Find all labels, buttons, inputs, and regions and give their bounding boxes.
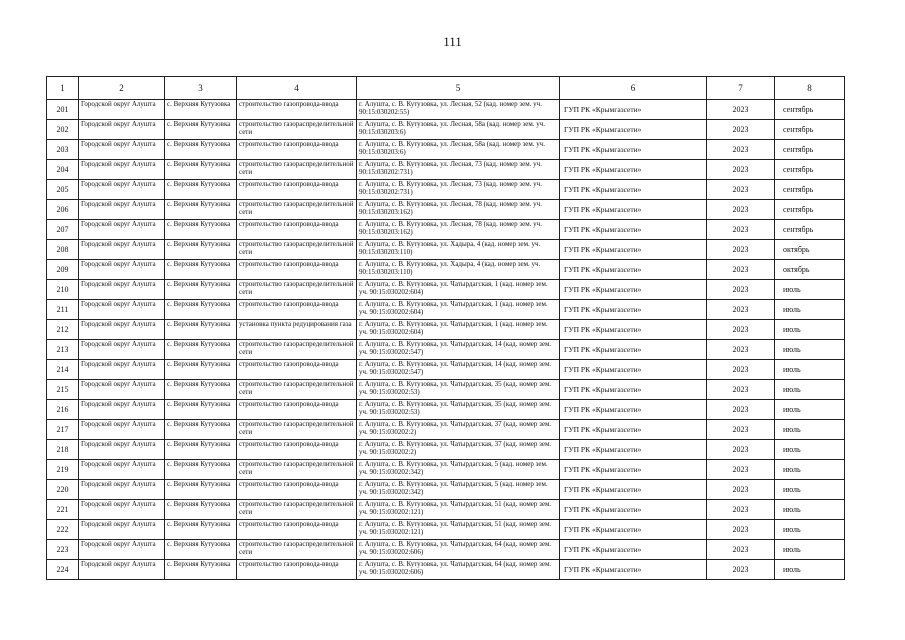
work-type-cell: строительство газораспределительной сети (237, 380, 357, 400)
gas-works-table (46, 76, 845, 580)
month-cell: июль (775, 400, 845, 420)
address-cell: г. Алушта, с. В. Кутузовка, ул. Хадыра, 4 (кад. номер зем. уч. 90:15:030203:110) (357, 240, 560, 260)
work-type-cell: строительство газораспределительной сети (237, 120, 357, 140)
district-cell: Городской округ Алушта (79, 500, 165, 520)
village-cell: с. Верхняя Кутузовка (165, 460, 237, 480)
row-number-cell: 211 (47, 300, 79, 320)
district-cell: Городской округ Алушта (79, 240, 165, 260)
work-type-cell: установка пункта редуцирования газа (237, 320, 357, 340)
month-cell: июль (775, 360, 845, 380)
row-number-cell: 201 (47, 100, 79, 120)
table-row (47, 420, 845, 440)
address-cell: г. Алушта, с. В. Кутузовка, ул. Лесная, 58а (кад. номер зем. уч. 90:15:030203:6) (357, 140, 560, 160)
district-cell: Городской округ Алушта (79, 340, 165, 360)
row-number-cell: 212 (47, 320, 79, 340)
table-row (47, 560, 845, 580)
row-number-cell: 223 (47, 540, 79, 560)
district-cell: Городской округ Алушта (79, 140, 165, 160)
year-cell: 2023 (707, 300, 775, 320)
village-cell: с. Верхняя Кутузовка (165, 280, 237, 300)
month-cell: октябрь (775, 240, 845, 260)
district-cell: Городской округ Алушта (79, 560, 165, 580)
village-cell: с. Верхняя Кутузовка (165, 200, 237, 220)
address-cell: г. Алушта, с. В. Кутузовка, ул. Чатырдагская, 51 (кад. номер зем. уч. 90:15:030202:121) (357, 500, 560, 520)
row-number-cell: 210 (47, 280, 79, 300)
table-row (47, 280, 845, 300)
table-row (47, 160, 845, 180)
village-cell: с. Верхняя Кутузовка (165, 480, 237, 500)
month-cell: июль (775, 320, 845, 340)
year-cell: 2023 (707, 320, 775, 340)
table-row (47, 520, 845, 540)
row-number-cell: 224 (47, 560, 79, 580)
district-cell: Городской округ Алушта (79, 460, 165, 480)
month-cell: июль (775, 440, 845, 460)
organization-cell: ГУП РК «Крымгазсети» (560, 460, 707, 480)
address-cell: г. Алушта, с. В. Кутузовка, ул. Чатырдагская, 14 (кад. номер зем. уч. 90:15:030202:547) (357, 340, 560, 360)
district-cell: Городской округ Алушта (79, 540, 165, 560)
table-row (47, 180, 845, 200)
year-cell: 2023 (707, 340, 775, 360)
row-number-cell: 215 (47, 380, 79, 400)
table-row (47, 260, 845, 280)
address-cell: г. Алушта, с. В. Кутузовка, ул. Чатырдагская, 37 (кад. номер зем. уч. 90:15:030202:2) (357, 420, 560, 440)
year-cell: 2023 (707, 420, 775, 440)
district-cell: Городской округ Алушта (79, 420, 165, 440)
village-cell: с. Верхняя Кутузовка (165, 220, 237, 240)
village-cell: с. Верхняя Кутузовка (165, 180, 237, 200)
year-cell: 2023 (707, 480, 775, 500)
organization-cell: ГУП РК «Крымгазсети» (560, 140, 707, 160)
organization-cell: ГУП РК «Крымгазсети» (560, 540, 707, 560)
work-type-cell: строительство газопровода-ввода (237, 480, 357, 500)
work-type-cell: строительство газопровода-ввода (237, 400, 357, 420)
row-number-cell: 205 (47, 180, 79, 200)
table-row (47, 140, 845, 160)
row-number-cell: 202 (47, 120, 79, 140)
work-type-cell: строительство газопровода-ввода (237, 440, 357, 460)
work-type-cell: строительство газораспределительной сети (237, 460, 357, 480)
work-type-cell: строительство газораспределительной сети (237, 340, 357, 360)
organization-cell: ГУП РК «Крымгазсети» (560, 400, 707, 420)
address-cell: г. Алушта, с. В. Кутузовка, ул. Лесная, 58а (кад. номер зем. уч. 90:15:030203:6) (357, 120, 560, 140)
address-cell: г. Алушта, с. В. Кутузовка, ул. Чатырдагская, 35 (кад. номер зем. уч. 90:15:030202:53) (357, 400, 560, 420)
village-cell: с. Верхняя Кутузовка (165, 360, 237, 380)
month-cell: сентябрь (775, 180, 845, 200)
table-row (47, 400, 845, 420)
year-cell: 2023 (707, 260, 775, 280)
month-cell: сентябрь (775, 220, 845, 240)
work-type-cell: строительство газопровода-ввода (237, 140, 357, 160)
table-row (47, 100, 845, 120)
village-cell: с. Верхняя Кутузовка (165, 320, 237, 340)
year-cell: 2023 (707, 500, 775, 520)
row-number-cell: 207 (47, 220, 79, 240)
village-cell: с. Верхняя Кутузовка (165, 160, 237, 180)
table-row (47, 500, 845, 520)
organization-cell: ГУП РК «Крымгазсети» (560, 100, 707, 120)
work-type-cell: строительство газораспределительной сети (237, 540, 357, 560)
address-cell: г. Алушта, с. В. Кутузовка, ул. Чатырдагская, 64 (кад. номер зем. уч. 90:15:030202:606) (357, 560, 560, 580)
address-cell: г. Алушта, с. В. Кутузовка, ул. Чатырдагская, 35 (кад. номер зем. уч. 90:15:030202:53) (357, 380, 560, 400)
table-row (47, 220, 845, 240)
year-cell: 2023 (707, 280, 775, 300)
column-header: 1 (47, 77, 79, 100)
column-header: 4 (237, 77, 357, 100)
address-cell: г. Алушта, с. В. Кутузовка, ул. Лесная, 78 (кад. номер зем. уч. 90:15:030203:162) (357, 200, 560, 220)
work-type-cell: строительство газораспределительной сети (237, 280, 357, 300)
village-cell: с. Верхняя Кутузовка (165, 540, 237, 560)
work-type-cell: строительство газораспределительной сети (237, 200, 357, 220)
organization-cell: ГУП РК «Крымгазсети» (560, 380, 707, 400)
address-cell: г. Алушта, с. В. Кутузовка, ул. Хадыра, 4 (кад. номер зем. уч. 90:15:030203:110) (357, 260, 560, 280)
month-cell: июль (775, 540, 845, 560)
year-cell: 2023 (707, 380, 775, 400)
column-header: 8 (775, 77, 845, 100)
table-row (47, 480, 845, 500)
table-row (47, 540, 845, 560)
village-cell: с. Верхняя Кутузовка (165, 140, 237, 160)
year-cell: 2023 (707, 540, 775, 560)
address-cell: г. Алушта, с. В. Кутузовка, ул. Чатырдагская, 5 (кад. номер зем. уч. 90:15:030202:342) (357, 480, 560, 500)
address-cell: г. Алушта, с. В. Кутузовка, ул. Чатырдагская, 1 (кад. номер зем. уч. 90:15:030202:604) (357, 320, 560, 340)
organization-cell: ГУП РК «Крымгазсети» (560, 180, 707, 200)
address-cell: г. Алушта, с. В. Кутузовка, ул. Чатырдагская, 1 (кад. номер зем. уч. 90:15:030202:604) (357, 280, 560, 300)
column-header: 3 (165, 77, 237, 100)
village-cell: с. Верхняя Кутузовка (165, 560, 237, 580)
address-cell: г. Алушта, с. В. Кутузовка, ул. Чатырдагская, 1 (кад. номер зем. уч. 90:15:030202:604) (357, 300, 560, 320)
address-cell: г. Алушта, с. В. Кутузовка, ул. Чатырдагская, 51 (кад. номер зем. уч. 90:15:030202:121) (357, 520, 560, 540)
table-row (47, 440, 845, 460)
row-number-cell: 214 (47, 360, 79, 380)
work-type-cell: строительство газопровода-ввода (237, 260, 357, 280)
work-type-cell: строительство газопровода-ввода (237, 520, 357, 540)
year-cell: 2023 (707, 560, 775, 580)
village-cell: с. Верхняя Кутузовка (165, 440, 237, 460)
month-cell: июль (775, 500, 845, 520)
year-cell: 2023 (707, 520, 775, 540)
district-cell: Городской округ Алушта (79, 160, 165, 180)
organization-cell: ГУП РК «Крымгазсети» (560, 160, 707, 180)
organization-cell: ГУП РК «Крымгазсети» (560, 120, 707, 140)
work-type-cell: строительство газораспределительной сети (237, 420, 357, 440)
year-cell: 2023 (707, 160, 775, 180)
work-type-cell: строительство газопровода-ввода (237, 300, 357, 320)
month-cell: сентябрь (775, 100, 845, 120)
district-cell: Городской округ Алушта (79, 100, 165, 120)
column-header: 5 (357, 77, 560, 100)
organization-cell: ГУП РК «Крымгазсети» (560, 340, 707, 360)
work-type-cell: строительство газораспределительной сети (237, 500, 357, 520)
year-cell: 2023 (707, 120, 775, 140)
month-cell: сентябрь (775, 120, 845, 140)
village-cell: с. Верхняя Кутузовка (165, 240, 237, 260)
page-number: 111 (443, 34, 462, 49)
work-type-cell: строительство газопровода-ввода (237, 100, 357, 120)
organization-cell: ГУП РК «Крымгазсети» (560, 200, 707, 220)
organization-cell: ГУП РК «Крымгазсети» (560, 300, 707, 320)
village-cell: с. Верхняя Кутузовка (165, 500, 237, 520)
district-cell: Городской округ Алушта (79, 520, 165, 540)
organization-cell: ГУП РК «Крымгазсети» (560, 440, 707, 460)
organization-cell: ГУП РК «Крымгазсети» (560, 220, 707, 240)
month-cell: июль (775, 380, 845, 400)
work-type-cell: строительство газопровода-ввода (237, 220, 357, 240)
row-number-cell: 209 (47, 260, 79, 280)
year-cell: 2023 (707, 400, 775, 420)
table-row (47, 360, 845, 380)
month-cell: июль (775, 480, 845, 500)
organization-cell: ГУП РК «Крымгазсети» (560, 420, 707, 440)
month-cell: июль (775, 560, 845, 580)
row-number-cell: 208 (47, 240, 79, 260)
year-cell: 2023 (707, 180, 775, 200)
village-cell: с. Верхняя Кутузовка (165, 260, 237, 280)
month-cell: сентябрь (775, 200, 845, 220)
table-row (47, 120, 845, 140)
month-cell: июль (775, 520, 845, 540)
district-cell: Городской округ Алушта (79, 200, 165, 220)
month-cell: июль (775, 280, 845, 300)
district-cell: Городской округ Алушта (79, 320, 165, 340)
table-row (47, 320, 845, 340)
column-header: 7 (707, 77, 775, 100)
row-number-cell: 218 (47, 440, 79, 460)
year-cell: 2023 (707, 440, 775, 460)
district-cell: Городской округ Алушта (79, 300, 165, 320)
district-cell: Городской округ Алушта (79, 380, 165, 400)
row-number-cell: 213 (47, 340, 79, 360)
village-cell: с. Верхняя Кутузовка (165, 100, 237, 120)
organization-cell: ГУП РК «Крымгазсети» (560, 360, 707, 380)
year-cell: 2023 (707, 140, 775, 160)
organization-cell: ГУП РК «Крымгазсети» (560, 500, 707, 520)
table-row (47, 240, 845, 260)
work-type-cell: строительство газораспределительной сети (237, 240, 357, 260)
table-row (47, 200, 845, 220)
organization-cell: ГУП РК «Крымгазсети» (560, 240, 707, 260)
column-header: 2 (79, 77, 165, 100)
address-cell: г. Алушта, с. В. Кутузовка, ул. Лесная, 73 (кад. номер зем. уч. 90:15:030202:731) (357, 160, 560, 180)
year-cell: 2023 (707, 360, 775, 380)
address-cell: г. Алушта, с. В. Кутузовка, ул. Чатырдагская, 14 (кад. номер зем. уч. 90:15:030202:547) (357, 360, 560, 380)
address-cell: г. Алушта, с. В. Кутузовка, ул. Лесная, 73 (кад. номер зем. уч. 90:15:030202:731) (357, 180, 560, 200)
village-cell: с. Верхняя Кутузовка (165, 380, 237, 400)
village-cell: с. Верхняя Кутузовка (165, 300, 237, 320)
village-cell: с. Верхняя Кутузовка (165, 520, 237, 540)
work-type-cell: строительство газопровода-ввода (237, 360, 357, 380)
organization-cell: ГУП РК «Крымгазсети» (560, 260, 707, 280)
row-number-cell: 217 (47, 420, 79, 440)
address-cell: г. Алушта, с. В. Кутузовка, ул. Чатырдагская, 37 (кад. номер зем. уч. 90:15:030202:2) (357, 440, 560, 460)
table-row (47, 340, 845, 360)
year-cell: 2023 (707, 220, 775, 240)
village-cell: с. Верхняя Кутузовка (165, 420, 237, 440)
village-cell: с. Верхняя Кутузовка (165, 400, 237, 420)
address-cell: г. Алушта, с. В. Кутузовка, ул. Лесная, 78 (кад. номер зем. уч. 90:15:030203:162) (357, 220, 560, 240)
month-cell: октябрь (775, 260, 845, 280)
district-cell: Городской округ Алушта (79, 400, 165, 420)
month-cell: июль (775, 460, 845, 480)
year-cell: 2023 (707, 200, 775, 220)
row-number-cell: 221 (47, 500, 79, 520)
address-cell: г. Алушта, с. В. Кутузовка, ул. Лесная, 52 (кад. номер зем. уч. 90:15:030202:55) (357, 100, 560, 120)
district-cell: Городской округ Алушта (79, 260, 165, 280)
village-cell: с. Верхняя Кутузовка (165, 340, 237, 360)
row-number-cell: 204 (47, 160, 79, 180)
district-cell: Городской округ Алушта (79, 280, 165, 300)
month-cell: июль (775, 340, 845, 360)
table-row (47, 300, 845, 320)
work-type-cell: строительство газопровода-ввода (237, 560, 357, 580)
month-cell: сентябрь (775, 140, 845, 160)
year-cell: 2023 (707, 240, 775, 260)
address-cell: г. Алушта, с. В. Кутузовка, ул. Чатырдагская, 64 (кад. номер зем. уч. 90:15:030202:606) (357, 540, 560, 560)
district-cell: Городской округ Алушта (79, 180, 165, 200)
year-cell: 2023 (707, 100, 775, 120)
month-cell: июль (775, 420, 845, 440)
organization-cell: ГУП РК «Крымгазсети» (560, 520, 707, 540)
organization-cell: ГУП РК «Крымгазсети» (560, 320, 707, 340)
village-cell: с. Верхняя Кутузовка (165, 120, 237, 140)
district-cell: Городской округ Алушта (79, 480, 165, 500)
row-number-cell: 222 (47, 520, 79, 540)
organization-cell: ГУП РК «Крымгазсети» (560, 280, 707, 300)
row-number-cell: 219 (47, 460, 79, 480)
organization-cell: ГУП РК «Крымгазсети» (560, 560, 707, 580)
row-number-cell: 216 (47, 400, 79, 420)
table-row (47, 460, 845, 480)
row-number-cell: 206 (47, 200, 79, 220)
header-row (47, 77, 845, 100)
district-cell: Городской округ Алушта (79, 120, 165, 140)
row-number-cell: 220 (47, 480, 79, 500)
table-row (47, 380, 845, 400)
month-cell: сентябрь (775, 160, 845, 180)
work-type-cell: строительство газораспределительной сети (237, 160, 357, 180)
work-type-cell: строительство газопровода-ввода (237, 180, 357, 200)
district-cell: Городской округ Алушта (79, 440, 165, 460)
column-header: 6 (560, 77, 707, 100)
row-number-cell: 203 (47, 140, 79, 160)
district-cell: Городской округ Алушта (79, 220, 165, 240)
month-cell: июль (775, 300, 845, 320)
district-cell: Городской округ Алушта (79, 360, 165, 380)
address-cell: г. Алушта, с. В. Кутузовка, ул. Чатырдагская, 5 (кад. номер зем. уч. 90:15:030202:342) (357, 460, 560, 480)
organization-cell: ГУП РК «Крымгазсети» (560, 480, 707, 500)
year-cell: 2023 (707, 460, 775, 480)
